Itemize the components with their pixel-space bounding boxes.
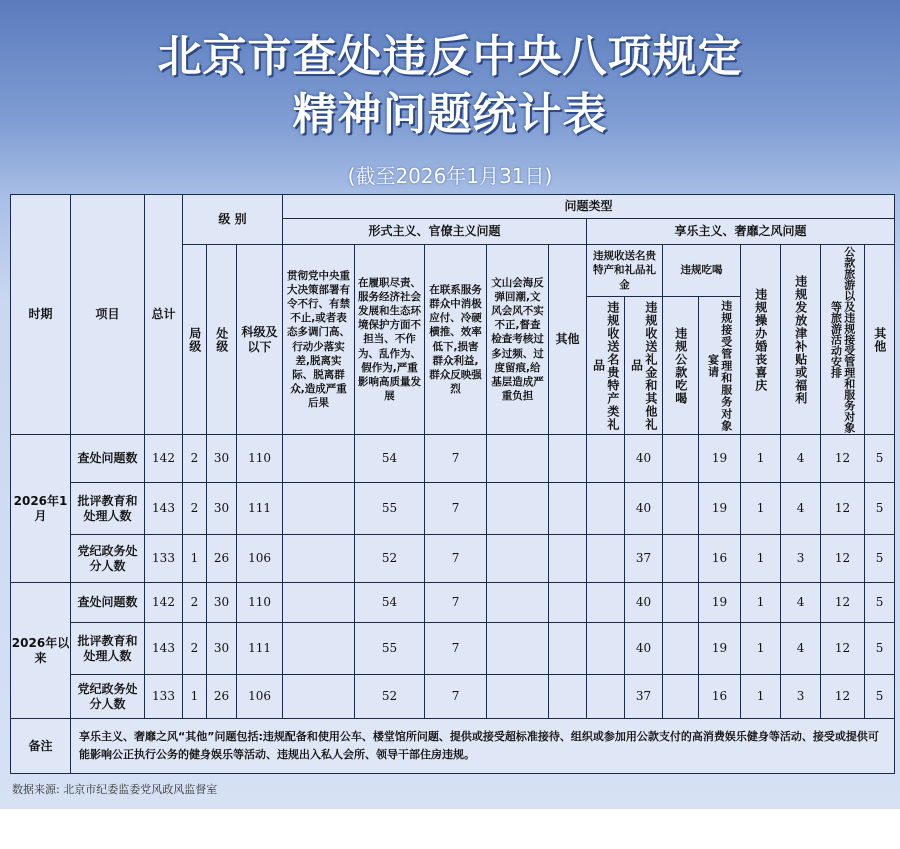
- cell-level: 110: [237, 435, 283, 483]
- cell-hedonism: 4: [781, 435, 821, 483]
- header-formalism-col3: 在联系服务群众中消极应付、冷硬横推、效率低下,损害群众利益,群众反映强烈: [425, 245, 487, 435]
- cell-hedonism: 19: [699, 435, 741, 483]
- cell-hedonism: 12: [821, 583, 865, 623]
- cell-hedonism: [663, 483, 699, 535]
- cell-formalism: 7: [425, 483, 487, 535]
- cell-formalism: 54: [355, 583, 425, 623]
- cell-formalism: [549, 583, 587, 623]
- header-formalism-other: 其他: [549, 245, 587, 435]
- cell-hedonism: [587, 583, 625, 623]
- cell-hedonism: 1: [741, 675, 781, 719]
- cell-formalism: [283, 483, 355, 535]
- cell-formalism: [549, 535, 587, 583]
- row-item-label: 查处问题数: [71, 435, 145, 483]
- cell-hedonism: 19: [699, 623, 741, 675]
- cell-hedonism: 40: [625, 623, 663, 675]
- period-label: 2026年1月: [11, 435, 71, 583]
- header-level-bureau: 局级: [183, 245, 207, 435]
- cell-hedonism: 12: [821, 675, 865, 719]
- cell-level: 1: [183, 535, 207, 583]
- page-title-line2: 精神问题统计表: [292, 89, 608, 140]
- cell-hedonism: 37: [625, 675, 663, 719]
- cell-hedonism: 40: [625, 435, 663, 483]
- header-level-section: 科级及以下: [237, 245, 283, 435]
- cutoff-date: (截至2026年1月31日): [347, 164, 553, 188]
- cell-hedonism: 12: [821, 483, 865, 535]
- cell-hedonism: 4: [781, 583, 821, 623]
- cell-hedonism: 12: [821, 435, 865, 483]
- table-row: [11, 535, 895, 583]
- cell-hedonism: [587, 535, 625, 583]
- cell-hedonism: 12: [821, 535, 865, 583]
- cell-hedonism: [663, 435, 699, 483]
- cell-level: 2: [183, 583, 207, 623]
- cell-level: 30: [207, 583, 237, 623]
- cell-formalism: [283, 623, 355, 675]
- row-item-label: 批评教育和处理人数: [71, 483, 145, 535]
- header-gift-group: 违规收送名贵特产和礼品礼金: [587, 245, 663, 297]
- cell-hedonism: 5: [865, 675, 895, 719]
- cell-formalism: [487, 483, 549, 535]
- row-item-label: 查处问题数: [71, 583, 145, 623]
- note-row: [11, 719, 895, 774]
- cell-formalism: 52: [355, 675, 425, 719]
- cell-formalism: [487, 583, 549, 623]
- header-eating-banquet: 违规接受管理和服务对象宴请: [699, 297, 741, 435]
- header-eating-public: 违规公款吃喝: [663, 297, 699, 435]
- header-weddings: 违规操办婚丧喜庆: [741, 245, 781, 435]
- cell-level: 26: [207, 675, 237, 719]
- cell-level: 2: [183, 483, 207, 535]
- cell-formalism: [283, 535, 355, 583]
- cell-formalism: [549, 483, 587, 535]
- cell-hedonism: [587, 435, 625, 483]
- page-title-line1: 北京市查处违反中央八项规定: [157, 31, 743, 82]
- cell-level: 111: [237, 483, 283, 535]
- cell-hedonism: 1: [741, 535, 781, 583]
- data-source: 数据来源: 北京市纪委监委党风政风监督室: [12, 783, 218, 796]
- cell-level: 2: [183, 435, 207, 483]
- table-row: [11, 675, 895, 719]
- cell-level: 30: [207, 483, 237, 535]
- cell-hedonism: 37: [625, 535, 663, 583]
- cell-level: 110: [237, 583, 283, 623]
- cell-total: 142: [145, 583, 183, 623]
- period-label: 2026年以来: [11, 583, 71, 719]
- cell-hedonism: [663, 623, 699, 675]
- table-row: [11, 483, 895, 535]
- cell-hedonism: 40: [625, 583, 663, 623]
- header-hedonism: 享乐主义、奢靡之风问题: [587, 219, 895, 245]
- cell-hedonism: [663, 583, 699, 623]
- cell-hedonism: 4: [781, 623, 821, 675]
- header-formalism-col4: 文山会海反弹回潮,文风会风不实不正,督查检查考核过多过频、过度留痕,给基层造成严重负担: [487, 245, 549, 435]
- cell-hedonism: [587, 623, 625, 675]
- header-subsidies: 违规发放津补贴或福利: [781, 245, 821, 435]
- table-row: [11, 623, 895, 675]
- cell-hedonism: 3: [781, 675, 821, 719]
- cell-level: 30: [207, 623, 237, 675]
- row-item-label: 党纪政务处分人数: [71, 675, 145, 719]
- header-eating-group: 违规吃喝: [663, 245, 741, 297]
- cell-formalism: [549, 435, 587, 483]
- cell-level: 106: [237, 535, 283, 583]
- header-gift-specialty: 违规收送名贵特产类礼品: [587, 297, 625, 435]
- cell-total: 143: [145, 483, 183, 535]
- header-formalism-col2: 在履职尽责、服务经济社会发展和生态环境保护方面不担当、不作为、乱作为、假作为,严重影响高质量发展: [355, 245, 425, 435]
- cell-hedonism: 40: [625, 483, 663, 535]
- cell-formalism: 7: [425, 535, 487, 583]
- cell-level: 106: [237, 675, 283, 719]
- cell-formalism: [283, 435, 355, 483]
- cell-total: 133: [145, 535, 183, 583]
- table-row: [11, 583, 895, 623]
- cell-hedonism: 4: [781, 483, 821, 535]
- table-row: [11, 435, 895, 483]
- cell-hedonism: 19: [699, 583, 741, 623]
- cell-hedonism: 1: [741, 435, 781, 483]
- cell-formalism: [283, 675, 355, 719]
- cell-formalism: 7: [425, 623, 487, 675]
- cell-level: 26: [207, 535, 237, 583]
- cell-formalism: [487, 535, 549, 583]
- header-formalism-col1: 贯彻党中央重大决策部署有令不行、有禁不止,或者表态多调门高、行动少落实差,脱离实际、脱离群众,造成严重后果: [283, 245, 355, 435]
- cell-formalism: [549, 623, 587, 675]
- header-formalism: 形式主义、官僚主义问题: [283, 219, 587, 245]
- cell-hedonism: 5: [865, 583, 895, 623]
- header-level: 级 别: [183, 195, 283, 245]
- cell-formalism: 7: [425, 435, 487, 483]
- header-level-division: 处级: [207, 245, 237, 435]
- header-item: 项目: [71, 195, 145, 435]
- cell-hedonism: 1: [741, 483, 781, 535]
- cell-total: 133: [145, 675, 183, 719]
- cell-formalism: [487, 623, 549, 675]
- statistics-table: [10, 194, 895, 774]
- cell-hedonism: [587, 675, 625, 719]
- cell-level: 111: [237, 623, 283, 675]
- cell-hedonism: 3: [781, 535, 821, 583]
- note-text: 享乐主义、奢靡之风“其他”问题包括:违规配备和使用公车、楼堂馆所问题、提供或接受超标准接待、组织或参加用公款支付的高消费娱乐健身等活动、接受或提供可能影响公正执行公务的健身娱乐等活动、违规出入私人会所、领导干部住房违规。: [71, 719, 895, 774]
- cell-hedonism: [663, 675, 699, 719]
- row-item-label: 批评教育和处理人数: [71, 623, 145, 675]
- cell-total: 143: [145, 623, 183, 675]
- header-hedonism-other: 其他: [865, 245, 895, 435]
- cell-level: 1: [183, 675, 207, 719]
- header-tourism: 公款旅游以及违规接受管理和服务对象等旅游活动安排: [821, 245, 865, 435]
- row-item-label: 党纪政务处分人数: [71, 535, 145, 583]
- cell-hedonism: 5: [865, 435, 895, 483]
- header-total: 总计: [145, 195, 183, 435]
- cell-formalism: 7: [425, 583, 487, 623]
- cell-hedonism: [587, 483, 625, 535]
- cell-hedonism: 5: [865, 623, 895, 675]
- cell-formalism: 7: [425, 675, 487, 719]
- cell-formalism: 54: [355, 435, 425, 483]
- cell-formalism: [283, 583, 355, 623]
- cell-hedonism: 5: [865, 535, 895, 583]
- cell-formalism: [487, 435, 549, 483]
- cell-hedonism: 19: [699, 483, 741, 535]
- cell-formalism: 52: [355, 535, 425, 583]
- cell-hedonism: 12: [821, 623, 865, 675]
- cell-hedonism: 1: [741, 623, 781, 675]
- header-period: 时期: [11, 195, 71, 435]
- cell-formalism: [487, 675, 549, 719]
- cell-hedonism: 16: [699, 535, 741, 583]
- cell-hedonism: 1: [741, 583, 781, 623]
- cell-hedonism: 16: [699, 675, 741, 719]
- note-label: 备注: [11, 719, 71, 774]
- cell-level: 30: [207, 435, 237, 483]
- cell-formalism: 55: [355, 483, 425, 535]
- cell-formalism: [549, 675, 587, 719]
- cell-level: 2: [183, 623, 207, 675]
- cell-hedonism: 5: [865, 483, 895, 535]
- cell-hedonism: [663, 535, 699, 583]
- cell-formalism: 55: [355, 623, 425, 675]
- cell-total: 142: [145, 435, 183, 483]
- header-gift-money: 违规收送礼金和其他礼品: [625, 297, 663, 435]
- header-problem-type: 问题类型: [283, 195, 895, 219]
